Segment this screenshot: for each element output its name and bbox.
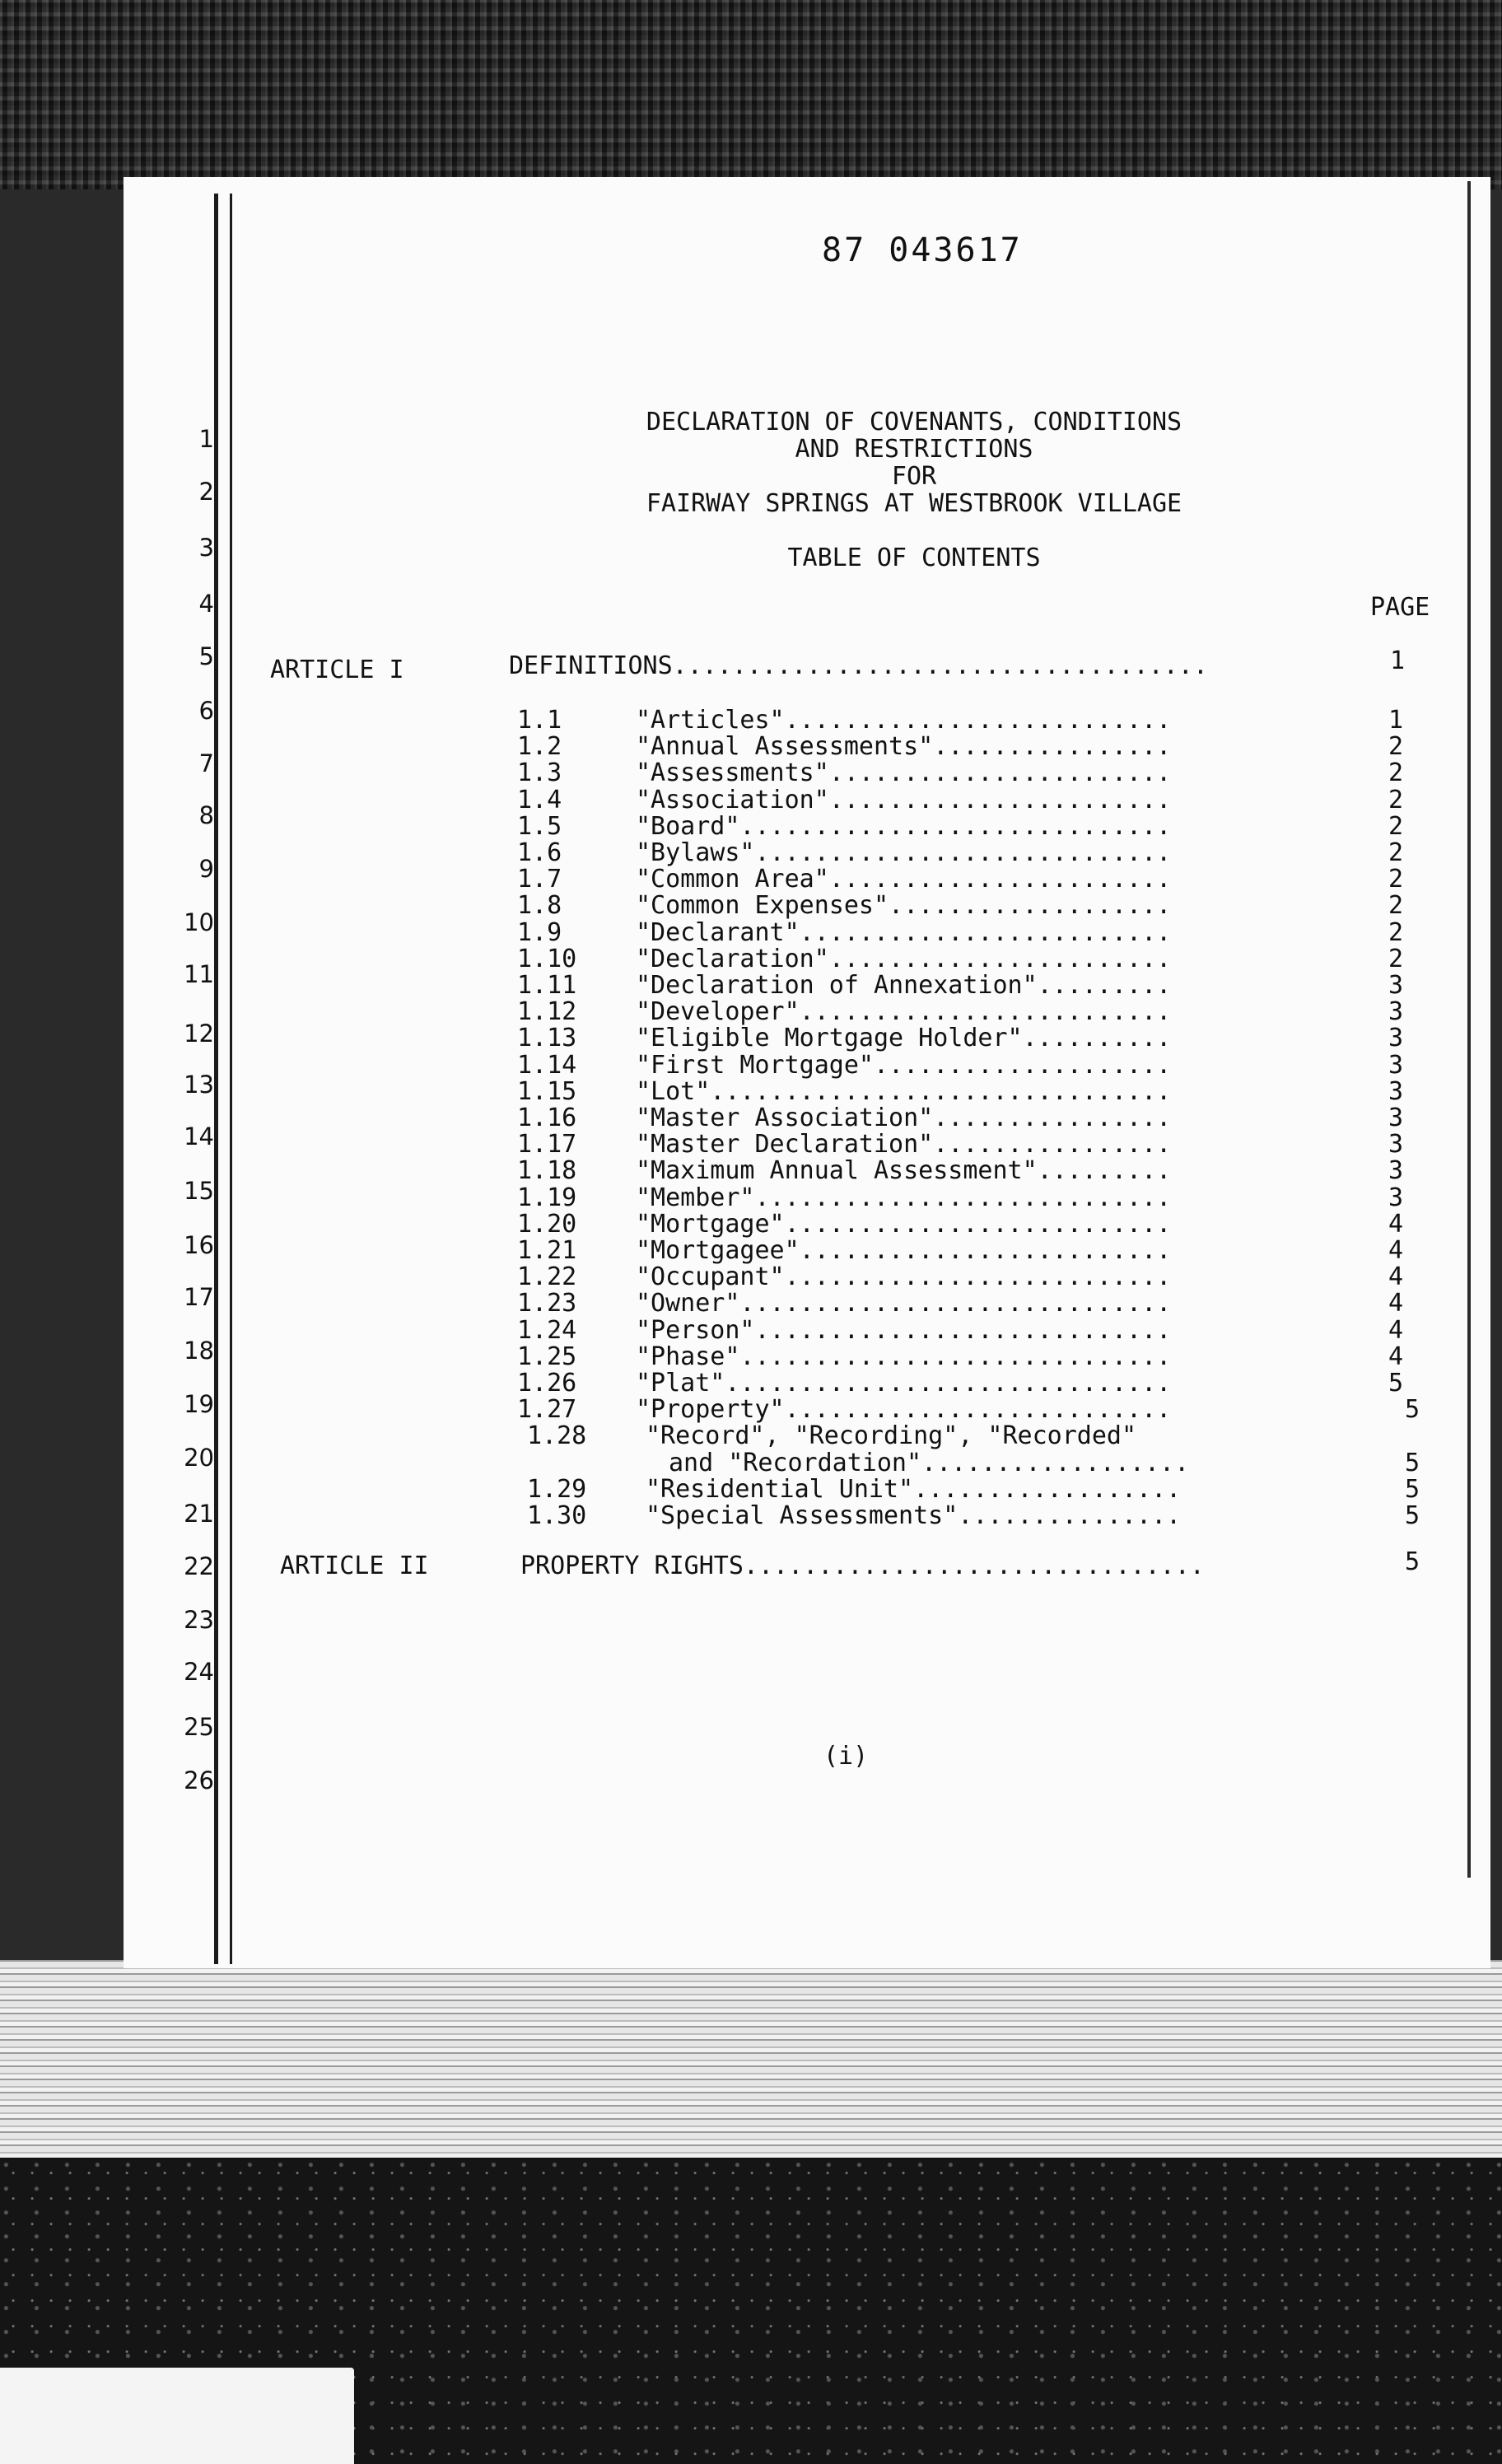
toc-entry-number: 1.16	[517, 1104, 577, 1132]
toc-entry-page: 2	[1388, 785, 1404, 814]
toc-entry-page: 2	[1388, 891, 1404, 921]
toc-entry-page: 4	[1388, 1236, 1404, 1265]
toc-entry-page: 4	[1388, 1342, 1404, 1371]
document-number: 87 043617	[822, 231, 1023, 269]
toc-entry-page: 3	[1388, 971, 1404, 1000]
toc-entry-page: 5	[1405, 1448, 1420, 1477]
toc-entry-page: 5	[1405, 1474, 1420, 1504]
toc-entry-label: "Declaration".......................	[636, 944, 1172, 973]
left-margin-rule	[214, 194, 218, 1964]
toc-entry-label: "Master Declaration"................	[636, 1130, 1172, 1160]
toc-entry-number: 1.14	[517, 1050, 577, 1080]
toc-entry-number: 1.17	[517, 1130, 577, 1160]
line-number: 10	[184, 908, 214, 936]
line-number: 18	[184, 1337, 214, 1365]
article-2-label: ARTICLE II	[280, 1552, 429, 1580]
toc-entry-label: "Developer".........................	[636, 997, 1172, 1027]
toc-entry-page: 2	[1388, 865, 1404, 894]
toc-entry-number: 1.11	[517, 971, 577, 1000]
toc-entry-page: 4	[1388, 1209, 1404, 1239]
toc-entry-number: 1.7	[517, 865, 562, 894]
toc-entry-label: "Property"..........................	[636, 1395, 1172, 1425]
toc-entry-number: 1.18	[517, 1156, 577, 1186]
title-line-2: AND RESTRICTIONS	[795, 435, 1033, 464]
line-number: 16	[184, 1231, 214, 1259]
toc-entry-label: "Eligible Mortgage Holder"..........	[636, 1024, 1172, 1053]
toc-entry-label: "Assessments".......................	[636, 758, 1172, 788]
toc-entry-page: 3	[1388, 1050, 1404, 1080]
toc-entry-label: "Maximum Annual Assessment".........	[636, 1156, 1172, 1186]
toc-entry-page: 5	[1405, 1501, 1420, 1530]
toc-entry-page: 1	[1388, 706, 1404, 735]
toc-entry-number: 1.8	[517, 891, 562, 921]
article-1-title: DEFINITIONS....................................	[509, 651, 1208, 680]
toc-entry-label-continued: and "Recordation"..................	[669, 1448, 1190, 1477]
toc-entry-label: "Member"............................	[636, 1183, 1172, 1212]
toc-entry-page: 3	[1388, 1183, 1404, 1212]
toc-entry-label: "Person"............................	[636, 1315, 1172, 1345]
toc-entry-label: "Common Area".......................	[636, 865, 1172, 894]
toc-entry-label: "Plat"..............................	[636, 1369, 1172, 1398]
toc-entry-label: "Declaration of Annexation".........	[636, 971, 1172, 1000]
toc-entry-number: 1.9	[517, 917, 562, 947]
line-number: 7	[198, 749, 214, 777]
toc-entry-number: 1.21	[517, 1236, 577, 1265]
toc-entry-label: "Board".............................	[636, 811, 1172, 841]
toc-entry-number: 1.12	[517, 997, 577, 1027]
line-number: 3	[198, 534, 214, 562]
toc-entry-label: "Association".......................	[636, 785, 1172, 814]
line-number: 21	[184, 1500, 214, 1528]
line-number: 8	[198, 801, 214, 829]
toc-entry-label: "Articles"..........................	[636, 706, 1172, 735]
toc-entry-page: 5	[1405, 1395, 1420, 1425]
toc-entry-page: 5	[1388, 1369, 1404, 1398]
toc-entry-number: 1.28	[527, 1421, 587, 1451]
line-number: 15	[184, 1177, 214, 1205]
toc-entry-label: "Annual Assessments"................	[636, 732, 1172, 762]
toc-entry-label: "Owner".............................	[636, 1289, 1172, 1318]
toc-entry-number: 1.26	[517, 1369, 577, 1398]
toc-entry-label: "Mortgage"..........................	[636, 1209, 1172, 1239]
toc-entry-number: 1.3	[517, 758, 562, 788]
toc-entry-number: 1.24	[517, 1315, 577, 1345]
toc-entry-page: 2	[1388, 838, 1404, 867]
toc-entry-number: 1.10	[517, 944, 577, 973]
toc-entry-page: 4	[1388, 1262, 1404, 1292]
toc-entry-page: 3	[1388, 1130, 1404, 1160]
toc-entry-page: 3	[1388, 1024, 1404, 1053]
toc-entry-number: 1.29	[527, 1474, 587, 1504]
scan-noise-mid	[0, 1960, 1502, 2158]
article-2-title: PROPERTY RIGHTS...............................	[520, 1552, 1205, 1580]
line-number: 20	[184, 1444, 214, 1472]
title-line-3: FOR	[891, 462, 937, 491]
scan-white-patch	[0, 2368, 354, 2464]
title-line-4: FAIRWAY SPRINGS AT WESTBROOK VILLAGE	[646, 489, 1182, 518]
toc-entry-number: 1.15	[517, 1076, 577, 1106]
article-1-page: 1	[1390, 646, 1406, 675]
toc-entry-label: "First Mortgage"....................	[636, 1050, 1172, 1080]
toc-heading: TABLE OF CONTENTS	[787, 544, 1041, 572]
toc-entry-number: 1.23	[517, 1289, 577, 1318]
toc-entry-number: 1.1	[517, 706, 562, 735]
toc-entry-page: 2	[1388, 917, 1404, 947]
toc-entry-number: 1.30	[527, 1501, 587, 1530]
page-column-header: PAGE	[1370, 593, 1430, 622]
left-margin-rule-inner	[230, 194, 232, 1964]
line-number: 6	[198, 697, 214, 725]
toc-entry-label: "Lot"...............................	[636, 1076, 1172, 1106]
toc-entry-label: "Record", "Recording", "Recorded"	[646, 1421, 1137, 1451]
toc-entry-number: 1.25	[517, 1342, 577, 1371]
line-number: 2	[198, 478, 214, 506]
toc-entry-page: 3	[1388, 1076, 1404, 1106]
toc-entry-page: 3	[1388, 1156, 1404, 1186]
line-number: 13	[184, 1071, 214, 1099]
toc-entry-page: 2	[1388, 732, 1404, 762]
line-number: 4	[198, 590, 214, 618]
line-number: 12	[184, 1020, 214, 1048]
line-number: 17	[184, 1283, 214, 1311]
line-number: 11	[184, 960, 214, 988]
line-number: 23	[184, 1606, 214, 1634]
line-number: 24	[184, 1658, 214, 1686]
toc-entry-page: 2	[1388, 944, 1404, 973]
right-margin-rule	[1467, 181, 1471, 1878]
toc-entry-label: "Special Assessments"...............	[646, 1501, 1182, 1530]
toc-entry-page: 2	[1388, 758, 1404, 788]
toc-entry-page: 4	[1388, 1315, 1404, 1345]
toc-entry-page: 2	[1388, 811, 1404, 841]
toc-entry-number: 1.27	[517, 1395, 577, 1425]
toc-entry-number: 1.6	[517, 838, 562, 867]
title-line-1: DECLARATION OF COVENANTS, CONDITIONS	[646, 408, 1182, 436]
toc-entry-page: 3	[1388, 997, 1404, 1027]
toc-entry-page: 3	[1388, 1104, 1404, 1132]
toc-entry-number: 1.19	[517, 1183, 577, 1212]
page-footer-number: (i)	[823, 1742, 869, 1771]
line-number: 25	[184, 1713, 214, 1741]
line-number: 26	[184, 1766, 214, 1794]
line-number: 19	[184, 1390, 214, 1418]
toc-entry-label: "Declarant".........................	[636, 917, 1172, 947]
line-number: 14	[184, 1122, 214, 1150]
line-number: 22	[184, 1552, 214, 1580]
line-number: 1	[198, 425, 214, 453]
line-number: 5	[198, 642, 214, 670]
toc-entry-number: 1.2	[517, 732, 562, 762]
scan-noise-top	[0, 0, 1502, 189]
line-number: 9	[198, 855, 214, 883]
toc-entry-label: "Occupant"..........................	[636, 1262, 1172, 1292]
toc-entry-number: 1.20	[517, 1209, 577, 1239]
toc-entry-label: "Common Expenses"...................	[636, 891, 1172, 921]
toc-entry-number: 1.5	[517, 811, 562, 841]
toc-entry-page: 4	[1388, 1289, 1404, 1318]
toc-entry-label: "Mortgagee".........................	[636, 1236, 1172, 1265]
toc-entry-label: "Master Association"................	[636, 1104, 1172, 1132]
toc-entry-number: 1.4	[517, 785, 562, 814]
toc-entry-label: "Phase".............................	[636, 1342, 1172, 1371]
toc-entry-label: "Residential Unit"..................	[646, 1474, 1182, 1504]
toc-entry-number: 1.13	[517, 1024, 577, 1053]
toc-entry-label: "Bylaws"............................	[636, 838, 1172, 867]
toc-entry-number: 1.22	[517, 1262, 577, 1292]
article-2-page: 5	[1405, 1547, 1420, 1576]
article-1-label: ARTICLE I	[270, 656, 404, 684]
